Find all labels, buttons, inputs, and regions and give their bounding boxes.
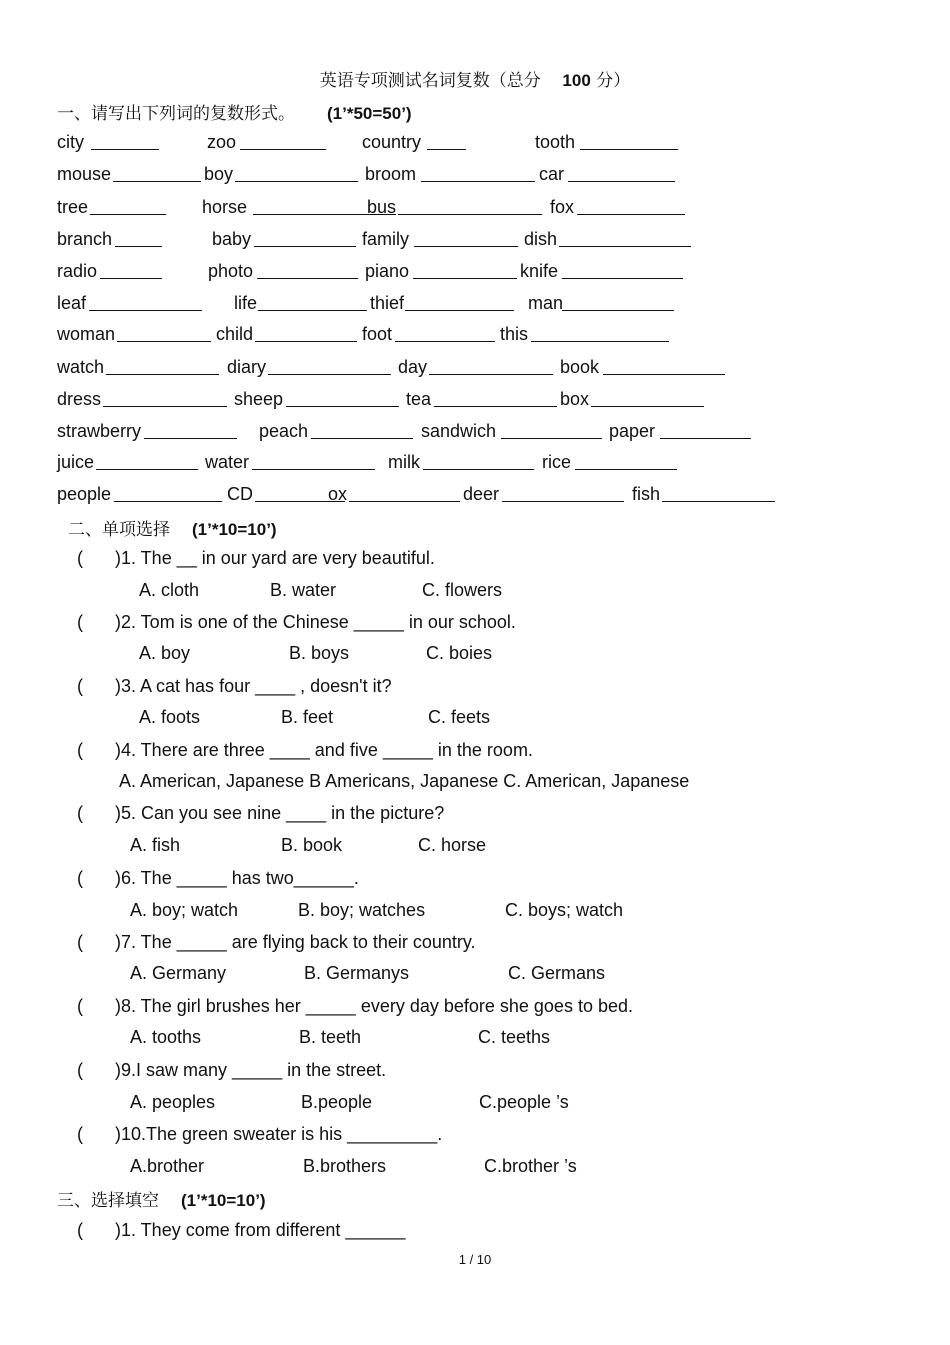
- word-horse: horse: [202, 197, 248, 217]
- title-unit: 分）: [596, 71, 631, 91]
- question-text: )8. The girl brushes her _____ every day before she goes to bed.: [115, 996, 633, 1016]
- word-radio: radio: [57, 261, 98, 281]
- question-text: )1. The __ in our yard are very beautiful.: [115, 548, 435, 568]
- word-knife: knife: [520, 261, 559, 281]
- answer-blank[interactable]: [240, 132, 326, 150]
- answer-blank[interactable]: [575, 452, 677, 470]
- answer-paren[interactable]: (: [77, 1060, 83, 1080]
- word-child: child: [216, 324, 254, 344]
- answer-paren[interactable]: (: [77, 868, 83, 888]
- answer-blank[interactable]: [255, 324, 357, 342]
- answer-blank[interactable]: [405, 293, 514, 311]
- answer-blank[interactable]: [89, 293, 202, 311]
- word-row: [0, 357, 950, 381]
- answer-blank[interactable]: [398, 197, 542, 215]
- section1-score: (1’*50=50’): [327, 104, 412, 123]
- answer-blank[interactable]: [268, 357, 391, 375]
- question-7-options: [0, 963, 950, 987]
- word-rice: rice: [542, 452, 572, 472]
- word-strawberry: strawberry: [57, 421, 142, 441]
- word-paper: paper: [609, 421, 656, 441]
- answer-blank[interactable]: [117, 324, 211, 342]
- word-woman: woman: [57, 324, 116, 344]
- question-3-options: [0, 707, 950, 731]
- question-9-options: [0, 1092, 950, 1116]
- page-number: 1 / 10: [458, 1252, 492, 1267]
- option-b[interactable]: B. Germanys: [304, 963, 410, 983]
- answer-blank[interactable]: [257, 261, 358, 279]
- word-man: man: [528, 293, 564, 313]
- title-main: 英语专项测试名词复数（总分: [319, 71, 541, 91]
- option-c[interactable]: C. teeths: [478, 1027, 551, 1047]
- answer-blank[interactable]: [235, 164, 358, 182]
- option-a[interactable]: A. boy; watch: [130, 900, 239, 920]
- option-a[interactable]: A. fish: [130, 835, 181, 855]
- answer-blank[interactable]: [501, 421, 602, 439]
- question-1: [77, 548, 435, 569]
- option-c[interactable]: C. boies: [426, 643, 493, 663]
- section2-heading: [68, 515, 277, 540]
- question-text: )6. The _____ has two______.: [115, 868, 359, 888]
- answer-blank[interactable]: [100, 261, 162, 279]
- options-line: A. American, Japanese B Americans, Japanese C. American, Japanese: [119, 771, 690, 791]
- option-b[interactable]: B.brothers: [303, 1156, 387, 1176]
- option-a[interactable]: A. tooths: [130, 1027, 202, 1047]
- answer-blank[interactable]: [252, 452, 375, 470]
- section3-score: (1’*10=10’): [181, 1191, 266, 1210]
- answer-blank[interactable]: [96, 452, 198, 470]
- answer-blank[interactable]: [258, 293, 367, 311]
- word-dish: dish: [524, 229, 558, 249]
- word-row: [0, 484, 950, 508]
- word-family: family: [362, 229, 410, 249]
- question-9: [77, 1060, 386, 1081]
- section3-label: 三、选择填空: [57, 1191, 159, 1211]
- question-text: )5. Can you see nine ____ in the picture?: [115, 803, 445, 823]
- option-c[interactable]: C. horse: [418, 835, 487, 855]
- question-1-options: [0, 580, 950, 604]
- answer-blank[interactable]: [106, 357, 219, 375]
- question-5: [77, 803, 444, 824]
- question-5-options: [0, 835, 950, 859]
- word-row: [0, 197, 950, 221]
- answer-blank[interactable]: [90, 197, 166, 215]
- option-b[interactable]: B. water: [270, 580, 337, 600]
- question-8-options: [0, 1027, 950, 1051]
- answer-blank[interactable]: [502, 484, 624, 502]
- answer-blank[interactable]: [114, 484, 222, 502]
- question-text: )9.I saw many _____ in the street.: [115, 1060, 387, 1080]
- option-c[interactable]: C. feets: [428, 707, 491, 727]
- answer-blank[interactable]: [562, 293, 674, 311]
- word-row: [0, 229, 950, 253]
- option-b[interactable]: B. teeth: [299, 1027, 362, 1047]
- word-tree: tree: [57, 197, 89, 217]
- word-people: people: [57, 484, 112, 504]
- question-text: )3. A cat has four ____ , doesn't it?: [115, 676, 392, 696]
- word-this: this: [500, 324, 529, 344]
- word-thief: thief: [370, 293, 405, 313]
- word-leaf: leaf: [57, 293, 87, 313]
- answer-blank[interactable]: [660, 421, 751, 439]
- answer-blank[interactable]: [413, 261, 517, 279]
- answer-blank[interactable]: [427, 132, 466, 150]
- option-a[interactable]: A. cloth: [139, 580, 200, 600]
- section2-label: 二、单项选择: [68, 520, 170, 540]
- answer-blank[interactable]: [421, 164, 535, 182]
- answer-blank[interactable]: [429, 357, 553, 375]
- question-text: )7. The _____ are flying back to their country.: [115, 932, 476, 952]
- option-b[interactable]: B. book: [281, 835, 343, 855]
- answer-blank[interactable]: [286, 389, 399, 407]
- question-7: [77, 932, 476, 953]
- answer-blank[interactable]: [603, 357, 725, 375]
- word-juice: juice: [57, 452, 95, 472]
- answer-paren[interactable]: (: [77, 548, 83, 568]
- word-branch: branch: [57, 229, 113, 249]
- answer-paren[interactable]: (: [77, 1220, 83, 1240]
- option-b[interactable]: B. feet: [281, 707, 334, 727]
- answer-blank[interactable]: [591, 389, 704, 407]
- word-car: car: [539, 164, 565, 184]
- title-score: 100: [562, 71, 591, 90]
- answer-blank[interactable]: [349, 484, 460, 502]
- answer-paren[interactable]: (: [77, 803, 83, 823]
- question-text: )1. They come from different ______: [115, 1220, 406, 1240]
- question-10-options: [0, 1156, 950, 1180]
- answer-blank[interactable]: [113, 164, 201, 182]
- question-2-options: [0, 643, 950, 667]
- word-boy: boy: [204, 164, 234, 184]
- section3-question-1: [77, 1220, 406, 1241]
- word-diary: diary: [227, 357, 267, 377]
- section1-heading: [57, 99, 412, 124]
- question-8: [77, 996, 633, 1017]
- answer-blank[interactable]: [531, 324, 669, 342]
- answer-blank[interactable]: [91, 132, 159, 150]
- question-6-options: [0, 900, 950, 924]
- word-row: [0, 293, 950, 317]
- option-b[interactable]: B. boy; watches: [298, 900, 426, 920]
- word-row: [0, 164, 950, 188]
- word-sandwich: sandwich: [421, 421, 497, 441]
- word-row: [0, 261, 950, 285]
- answer-blank[interactable]: [311, 421, 413, 439]
- word-sheep: sheep: [234, 389, 284, 409]
- answer-paren[interactable]: (: [77, 740, 83, 760]
- word-life: life: [234, 293, 258, 313]
- answer-paren[interactable]: (: [77, 932, 83, 952]
- option-b[interactable]: B. boys: [289, 643, 350, 663]
- word-cd: CD: [227, 484, 253, 504]
- answer-blank[interactable]: [103, 389, 227, 407]
- question-10: [77, 1124, 442, 1145]
- section1-label: 一、请写出下列词的复数形式。: [57, 104, 295, 124]
- option-a[interactable]: A. foots: [139, 707, 201, 727]
- word-row: [0, 389, 950, 413]
- word-zoo: zoo: [207, 132, 237, 152]
- answer-blank[interactable]: [144, 421, 237, 439]
- word-tea: tea: [406, 389, 432, 409]
- answer-paren[interactable]: (: [77, 1124, 83, 1144]
- answer-blank[interactable]: [577, 197, 685, 215]
- option-a[interactable]: A.brother: [130, 1156, 205, 1176]
- word-peach: peach: [259, 421, 309, 441]
- word-row: [0, 324, 950, 348]
- word-row: [0, 452, 950, 476]
- option-c[interactable]: C. flowers: [422, 580, 503, 600]
- answer-blank[interactable]: [568, 164, 675, 182]
- answer-paren[interactable]: (: [77, 676, 83, 696]
- answer-blank[interactable]: [423, 452, 534, 470]
- answer-blank[interactable]: [580, 132, 678, 150]
- word-water: water: [205, 452, 250, 472]
- answer-blank[interactable]: [395, 324, 495, 342]
- word-dress: dress: [57, 389, 102, 409]
- word-row: [0, 421, 950, 445]
- question-text: )4. There are three ____ and five _____ in the room.: [115, 740, 533, 760]
- word-box: box: [560, 389, 590, 409]
- word-fox: fox: [550, 197, 575, 217]
- word-deer: deer: [463, 484, 500, 504]
- answer-paren[interactable]: (: [77, 612, 83, 632]
- question-4-options: [0, 771, 950, 795]
- word-photo: photo: [208, 261, 254, 281]
- word-bus: bus: [367, 197, 397, 217]
- word-day: day: [398, 357, 428, 377]
- answer-blank[interactable]: [414, 229, 518, 247]
- word-baby: baby: [212, 229, 252, 249]
- option-c[interactable]: C. Germans: [508, 963, 606, 983]
- option-a[interactable]: A. boy: [139, 643, 191, 663]
- answer-blank[interactable]: [115, 229, 162, 247]
- word-tooth: tooth: [535, 132, 576, 152]
- answer-blank[interactable]: [559, 229, 691, 247]
- word-foot: foot: [362, 324, 393, 344]
- word-city: city: [57, 132, 84, 152]
- option-b[interactable]: B.people: [301, 1092, 373, 1112]
- question-3: [77, 676, 392, 697]
- answer-paren[interactable]: (: [77, 996, 83, 1016]
- answer-blank[interactable]: [434, 389, 557, 407]
- answer-blank[interactable]: [562, 261, 683, 279]
- answer-blank[interactable]: [662, 484, 775, 502]
- option-c[interactable]: C.brother ’s: [484, 1156, 577, 1176]
- word-book: book: [560, 357, 600, 377]
- word-milk: milk: [388, 452, 420, 472]
- option-a[interactable]: A. Germany: [130, 963, 227, 983]
- question-6: [77, 868, 359, 889]
- option-c[interactable]: C.people ’s: [479, 1092, 569, 1112]
- word-ox: ox: [328, 484, 348, 504]
- question-text: )10.The green sweater is his _________.: [115, 1124, 443, 1144]
- question-2: [77, 612, 516, 633]
- answer-blank[interactable]: [254, 229, 356, 247]
- word-piano: piano: [365, 261, 410, 281]
- word-watch: watch: [57, 357, 105, 377]
- page-title: [0, 66, 950, 91]
- section3-heading: [57, 1186, 266, 1211]
- option-a[interactable]: A. peoples: [130, 1092, 216, 1112]
- option-c[interactable]: C. boys; watch: [505, 900, 624, 920]
- word-country: country: [362, 132, 422, 152]
- word-row: [0, 132, 950, 156]
- section2-score: (1’*10=10’): [192, 520, 277, 539]
- word-fish: fish: [632, 484, 661, 504]
- word-broom: broom: [365, 164, 417, 184]
- question-4: [77, 740, 533, 761]
- word-mouse: mouse: [57, 164, 112, 184]
- question-text: )2. Tom is one of the Chinese _____ in our school.: [115, 612, 516, 632]
